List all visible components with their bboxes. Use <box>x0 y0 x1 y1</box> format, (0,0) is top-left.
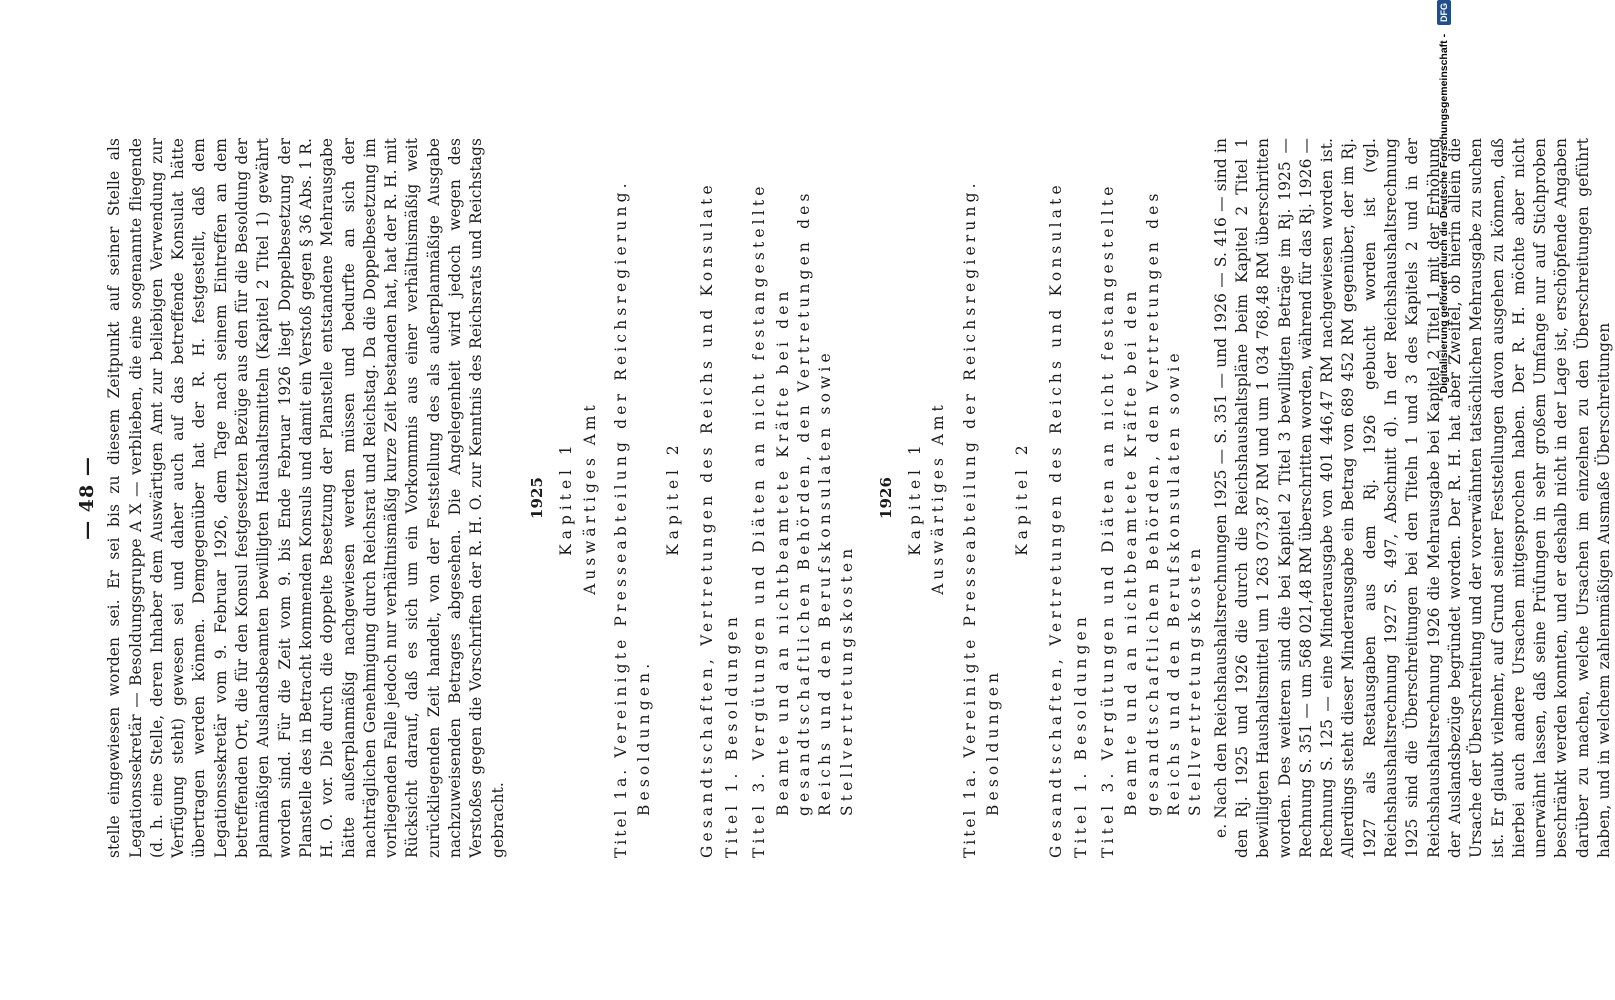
gesandtschaften-heading: Gesandtschaften, Vertretungen des Reichs und Konsulate <box>1046 181 1065 858</box>
gesandtschaften-heading: Gesandtschaften, Vertretungen des Reichs und Konsulate <box>697 181 716 858</box>
amt-heading: Auswärtiges Amt <box>929 401 948 595</box>
closing-paragraph: e. Nach den Reichshaushaltsrechnungen 1925 — S. 351 — und 1926 — S. 416 — sind in den Rj. 1925 und 1926 die durch die Reichshaushaltspläne beim Kapitel 2 Titel 1 bewilligten Haushaltsmittel um 1 263 073,87 RM und um 1 034 768,48 RM überschritten worden. Des weiteren sind die bei Kapitel 2 Titel 3 bewilligten Beträge im Rj. 1925 — Rechnung S. 351 — um 568 021,48 RM überschritten worden, während für das Rj. 1926 — Rechnung S. 125 — eine Minderausgabe von 401 446,47 RM nachgewiesen worden ist. Allerdings steht dieser Minderausgabe ein Betrag von 689 452 RM gegenüber, der im Rj. 1927 als Restausgaben aus dem Rj. 1926 gebucht worden ist (vgl. Reichshaushaltsrechnung 1927 S. 497, Abschnitt d). In der Reichshaushaltsrechnung 1925 sind die Überschreitungen bei den Titeln 1 und 3 des Kapitels 2 und in der Reichshaushaltsrechnung 1926 die Mehrausgabe bei Kapitel 2 Titel 1 mit der Erhöhung der Auslandsbezüge begründet worden. Der R. H. hat aber Zweifel, ob hierin allein die Ursache der Überschreitung und der vorerwähnten tatsächlichen Mehrausgabe zu suchen ist. Er glaubt vielmehr, auf Grund seiner Feststellungen davon ausgehen zu können, daß hierbei auch andere Ursachen mitgesprochen haben. Der R. H. möchte aber nicht unerwähnt lassen, daß seine Prüfungen in sehr großem Umfange nur auf Stichproben beschränkt werden konnten, und er deshalb nicht in der Lage ist, erschöpfende Angaben darüber zu machen, welche Ursachen im einzelnen zu den Überschreitungen geführt haben, und in welchem zahlenmäßigen Ausmaße Überschreitungen <box>1211 138 1613 858</box>
kapitel-heading: Kapitel 2 <box>1013 440 1032 556</box>
page-number: — 48 — <box>76 456 98 540</box>
titel-1-line: Titel 1. Besoldungen <box>723 613 742 858</box>
section-year: 1925 <box>527 476 546 520</box>
titel-3-continuation: Beamte und an nichtbeamtete Kräfte bei den gesandtschaftlichen Behörden, den Vertretungen des Reichs und den Berufskonsulaten sowie Stellvertretungskosten <box>773 189 856 816</box>
titel-3-line <box>749 138 770 858</box>
amt-heading: Auswärtiges Amt <box>580 401 599 595</box>
titel-text: Vereinigte Presseabteilung der Reichsregierung. <box>611 179 630 758</box>
dfg-logo: DFG <box>1437 0 1451 25</box>
titel-text: Vereinigte Presseabteilung der Reichsregierung. <box>960 179 979 758</box>
titel-label: Titel 1a. <box>611 766 630 858</box>
section-1925 <box>527 138 858 858</box>
titel-1-line: Titel 1. Besoldungen <box>1071 613 1090 858</box>
titel-3-line <box>1098 138 1119 858</box>
titel-1a-line <box>611 138 632 858</box>
section-1926 <box>876 138 1207 858</box>
titel-1a-continuation: Besoldungen. <box>635 659 654 816</box>
titel-text: Vergütungen und Diäten an nicht festangestellte <box>1099 182 1118 761</box>
kapitel-heading: Kapitel 2 <box>664 440 683 556</box>
funding-note-text: Digitalisierung gefördert durch die Deutsche Forschungsgemeinschaft - <box>1438 33 1450 394</box>
titel-label: Titel 3. <box>1099 769 1118 858</box>
kapitel-heading: Kapitel 1 <box>906 440 925 556</box>
titel-label: Titel 1a. <box>960 766 979 858</box>
titel-3-continuation: Beamte und an nichtbeamtete Kräfte bei den gesandtschaftlichen Behörden, den Vertretungen des Reichs und den Berufskonsulaten sowie Stellvertretungskosten <box>1122 189 1205 816</box>
titel-1a-continuation: Besoldungen <box>983 668 1002 816</box>
titel-text: Vergütungen und Diäten an nicht festangestellte <box>750 182 769 761</box>
titel-label: Titel 3. <box>750 769 769 858</box>
section-year: 1926 <box>876 476 895 520</box>
digitization-note <box>1437 0 1451 990</box>
kapitel-heading: Kapitel 1 <box>557 440 576 556</box>
intro-paragraph: stelle eingewiesen worden sei. Er sei bis zu diesem Zeitpunkt auf seiner Stelle als Legationssekretär — Besoldungsgruppe A X — verblieben, die eine sogenannte fliegende (d. h. eine Stelle, deren Inhaber dem Auswärtigen Amt zur beliebigen Verwendung zur Verfügung steht) gewesen sei und daher auch auf das betreffende Konsulat hätte übertragen werden können. Demgegenüber hat der R. H. festgestellt, daß dem Legationssekretär vom 9. Februar 1926, dem Tage nach seinem Eintreffen an dem betreffenden Ort, die für den Konsul festgesetzten Bezüge aus den für die Besoldung der planmäßigen Auslandsbeamten bewilligten Haushaltsmitteln (Kapitel 2 Titel 1) gewährt worden sind. Für die Zeit vom 9. bis Ende Februar 1926 liegt Doppelbesetzung der Planstelle des in Betracht kommenden Konsuls und damit ein Verstoß gegen § 36 Abs. 1 R. H. O. vor. Die durch die doppelte Besetzung der Planstelle entstandene Mehrausgabe hätte außerplanmäßig nachgewiesen werden müssen und bedurfte an sich der nachträglichen Genehmigung durch Reichsrat und Reichstag. Da die Doppelbesetzung im vorliegenden Falle jedoch nur verhältnismäßig kurze Zeit bestanden hat, hat der R. H. mit Rücksicht darauf, daß es sich um ein Vorkommnis aus einer verhältnismäßig weit zurückliegenden Zeit handelt, von der Feststellung des als außerplanmäßige Ausgabe nachzuweisenden Betrages abgesehen. Die Angelegenheit wird jedoch wegen des Verstoßes gegen die Vorschriften der R. H. O. zur Kenntnis des Reichsrats und Reichstags gebracht. <box>105 138 507 858</box>
titel-1a-line <box>960 138 981 858</box>
